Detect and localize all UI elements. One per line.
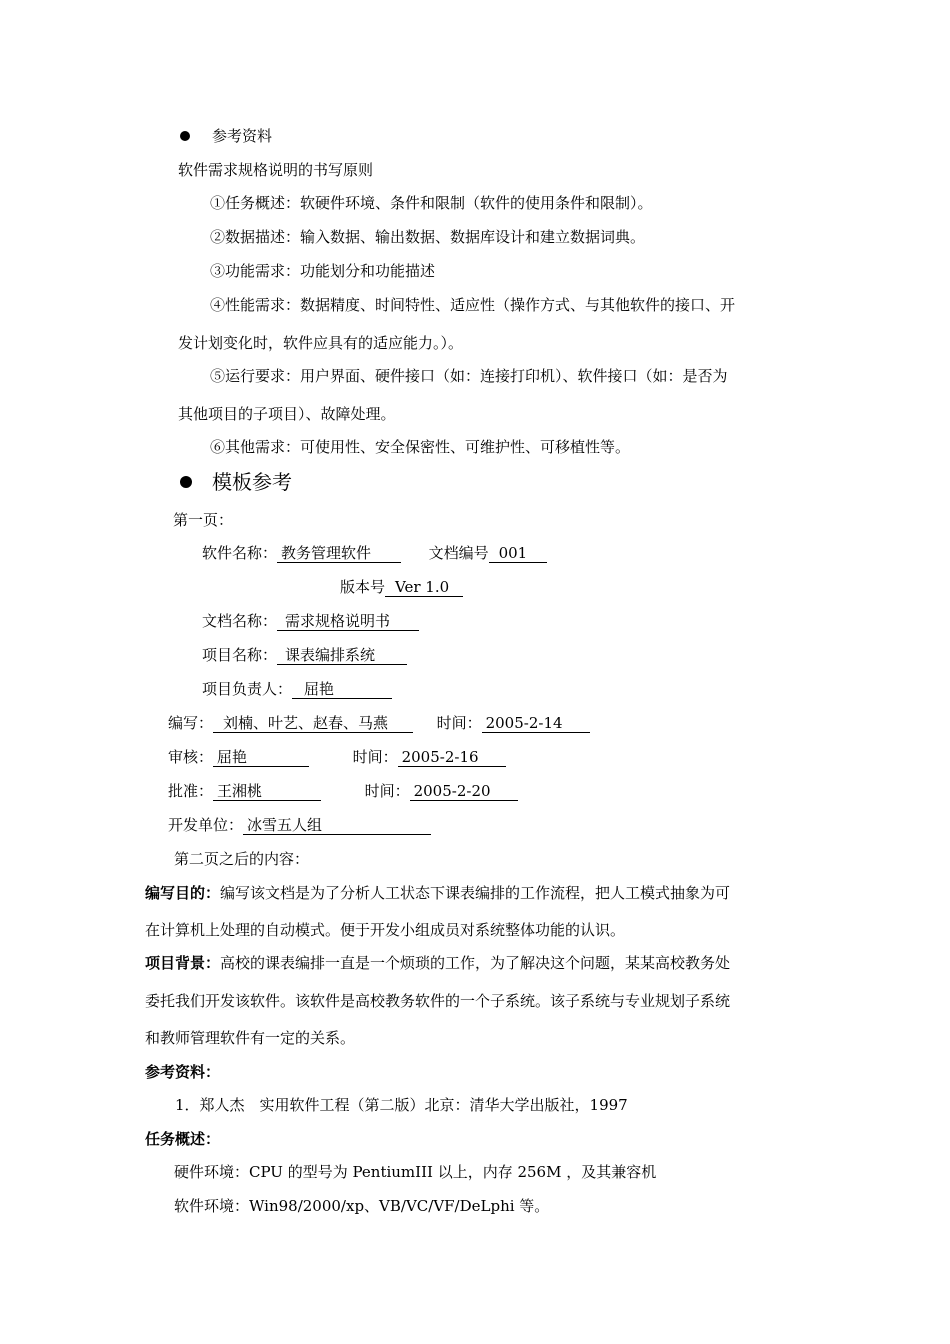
review-row — [168, 747, 506, 767]
refs-label: 参考资料： — [145, 1063, 221, 1081]
purpose-text: 编写该文档是为了分析人工状态下课表编排的工作流程，把人工模式抽象为可 — [220, 884, 731, 902]
project-name-value: 课表编排系统 — [277, 646, 407, 665]
bullet-icon — [180, 131, 190, 141]
section-heading-references: 参考资料 — [212, 127, 273, 145]
principle-item: ②数据描述：输入数据、输出数据、数据库设计和建立数据词典。 — [210, 228, 646, 246]
version-label: 版本号 — [340, 578, 386, 596]
doc-name-row — [202, 611, 419, 631]
page2-label: 第二页之后的内容： — [174, 850, 310, 868]
writer-label: 编写： — [168, 714, 214, 732]
principle-item: ③功能需求：功能划分和功能描述 — [210, 262, 436, 280]
writer-row — [168, 713, 590, 733]
review-label: 审核： — [168, 748, 214, 766]
background-paragraph — [145, 953, 730, 973]
doc-no-value: 001 — [489, 544, 547, 563]
doc-name-label: 文档名称： — [202, 612, 278, 630]
software-name-row — [202, 543, 547, 563]
principle-item: ①任务概述：软硬件环境、条件和限制（软件的使用条件和限制）。 — [210, 194, 653, 212]
review-time-value: 2005-2-16 — [398, 748, 506, 767]
background-label: 项目背景： — [145, 954, 221, 972]
dev-unit-row — [168, 815, 431, 835]
page1-label: 第一页： — [173, 511, 234, 529]
background-text-continued: 和教师管理软件有一定的关系。 — [145, 1029, 356, 1047]
doc-name-value: 需求规格说明书 — [277, 612, 419, 631]
purpose-paragraph — [145, 883, 730, 903]
principle-item: ⑥其他需求：可使用性、安全保密性、可维护性、可移植性等。 — [210, 438, 631, 456]
write-time-label: 时间： — [436, 714, 482, 732]
leader-row — [202, 679, 392, 699]
principle-item-continued: 其他项目的子项目）、故障处理。 — [178, 405, 396, 423]
software-name-label: 软件名称： — [202, 544, 278, 562]
writer-value: 刘楠、叶艺、赵春、马燕 — [213, 714, 413, 733]
bullet-icon — [180, 476, 192, 488]
version-value: Ver 1.0 — [385, 578, 463, 597]
leader-label: 项目负责人： — [202, 680, 293, 698]
approve-time-value: 2005-2-20 — [410, 782, 518, 801]
project-name-row — [202, 645, 407, 665]
project-name-label: 项目名称： — [202, 646, 278, 664]
software-environment: 软件环境：Win98/2000/xp、VB/VC/VF/DeLphi 等。 — [174, 1197, 550, 1215]
background-text: 高校的课表编排一直是一个烦琐的工作，为了解决这个问题，某某高校教务处 — [220, 954, 731, 972]
principle-item-continued: 发计划变化时，软件应具有的适应能力。）。 — [178, 334, 464, 352]
approve-time-label: 时间： — [364, 782, 410, 800]
write-time-value: 2005-2-14 — [482, 714, 590, 733]
dev-unit-value: 冰雪五人组 — [243, 816, 431, 835]
background-text-continued: 委托我们开发该软件。该软件是高校教务软件的一个子系统。该子系统与专业规划子系统 — [145, 992, 731, 1010]
review-time-label: 时间： — [352, 748, 398, 766]
reference-item: 1．郑人杰 实用软件工程（第二版）北京：清华大学出版社，1997 — [175, 1096, 628, 1114]
doc-no-label: 文档编号 — [428, 544, 489, 562]
purpose-text-continued: 在计算机上处理的自动模式。便于开发小组成员对系统整体功能的认识。 — [145, 921, 626, 939]
section-heading-template: 模板参考 — [212, 470, 292, 494]
writing-principles-intro: 软件需求规格说明的书写原则 — [178, 161, 374, 179]
approver-value: 王湘桃 — [213, 782, 321, 801]
principle-item: ⑤运行要求：用户界面、硬件接口（如：连接打印机）、软件接口（如：是否为 — [210, 367, 728, 385]
principle-item: ④性能需求：数据精度、时间特性、适应性（操作方式、与其他软件的接口、开 — [210, 296, 736, 314]
version-row — [340, 577, 463, 597]
approve-row — [168, 781, 518, 801]
reviewer-value: 屈艳 — [213, 748, 309, 767]
approve-label: 批准： — [168, 782, 214, 800]
hardware-environment: 硬件环境：CPU 的型号为 PentiumIII 以上，内存 256M ，及其兼容机 — [174, 1163, 657, 1181]
leader-value: 屈艳 — [292, 680, 392, 699]
overview-label: 任务概述： — [145, 1130, 221, 1148]
software-name-value: 教务管理软件 — [277, 544, 401, 563]
dev-unit-label: 开发单位： — [168, 816, 244, 834]
purpose-label: 编写目的： — [145, 884, 221, 902]
